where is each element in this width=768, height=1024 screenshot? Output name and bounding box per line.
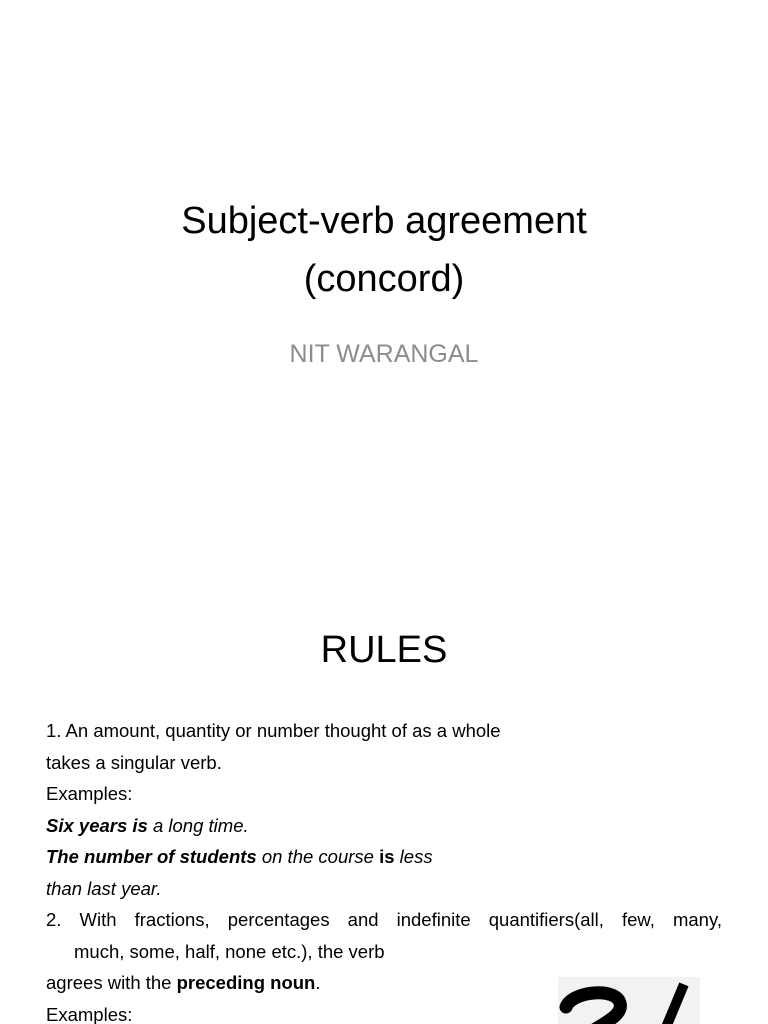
title-line-2: (concord): [303, 258, 465, 300]
rule2-line1: 2. With fractions, percentages and indefinite quantifiers(all, few, many,: [46, 909, 722, 930]
rule2-line3-post: .: [315, 972, 321, 993]
slide-subtitle: NIT WARANGAL: [289, 340, 479, 368]
rule2-line3-pre: agrees with the: [46, 972, 177, 993]
rule1-example2-cont: [46, 873, 722, 905]
example2-bold2: is: [379, 846, 395, 867]
rules-slide: [0, 576, 768, 1024]
rule2-examples-label: Examples:: [46, 1003, 133, 1024]
fraction-graphic: [558, 977, 700, 1024]
rule1-line2: takes a singular verb.: [46, 751, 222, 773]
rule1-example1: [46, 810, 722, 842]
rule2-line2: much, some, half, none etc.), the verb: [74, 940, 385, 962]
fraction-graphic-icon: [558, 977, 700, 1024]
example2-italic2: less: [394, 846, 433, 867]
example2-bold1: The number of students: [46, 846, 257, 867]
rule1-example2: [46, 841, 722, 873]
example2-line2: than last year.: [46, 877, 162, 899]
example1-bold: Six years is: [46, 814, 148, 836]
title-line-1: Subject-verb agreement: [181, 200, 587, 242]
rules-heading: RULES: [320, 629, 448, 671]
example1-rest: a long time.: [147, 814, 249, 836]
example2-italic1: on the course: [256, 846, 380, 867]
rule2-line3-bold: preceding noun: [176, 972, 316, 993]
rule1-line1: 1. An amount, quantity or number thought of as a whole: [46, 720, 501, 741]
slide-title: [0, 192, 768, 308]
rule1-examples-label: Examples:: [46, 783, 133, 804]
